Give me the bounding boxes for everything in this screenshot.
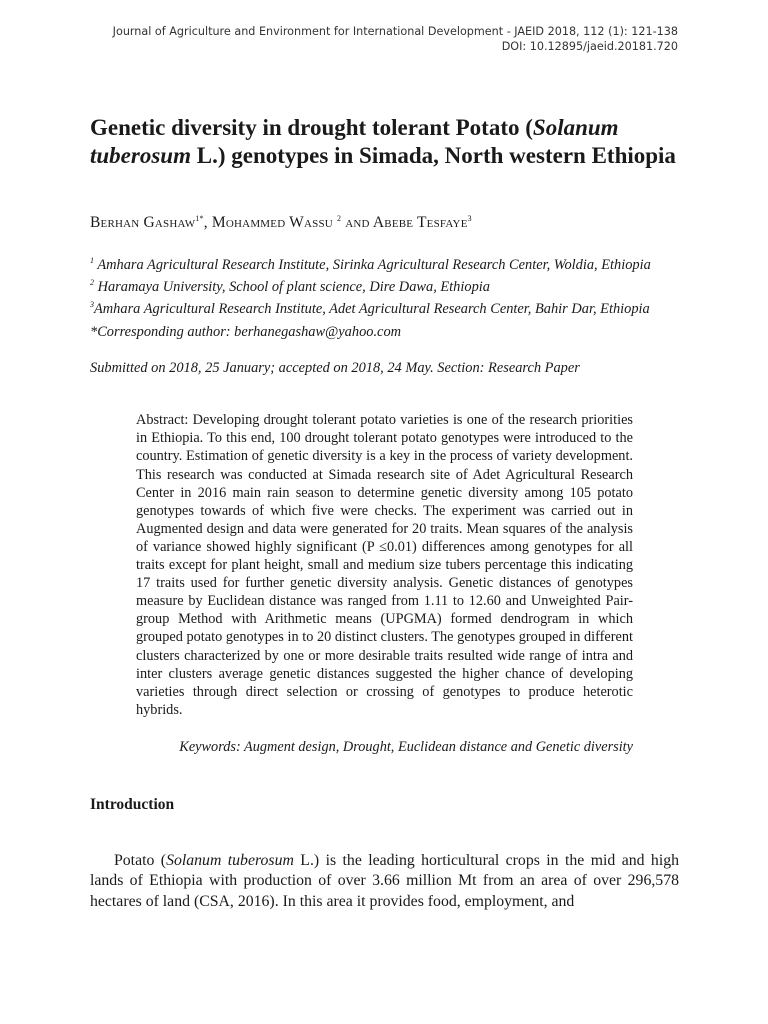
affiliation-2-marker: 2	[90, 277, 94, 287]
author-2: , Mohammed Wassu	[203, 214, 337, 232]
abstract: Abstract: Developing drought tolerant potato varieties is one of the research priorities in Ethiopia. To this end, 100 drought tolerant potato genotypes were introduced to the country. Estimation of genetic diversity is a key in the process of variety development. This research was conducted at Simada research site of Adet Agricultural Research Center in 2016 main rain season to determine genetic diversity among 105 potato genotypes towards of which five were checks. The experiment was carried out in Augmented design and data were generated for 20 traits. Mean squares of the analysis of variance showed highly significant (P ≤0.01) differences among genotypes for all traits except for plant height, small and medium size tubers percentage this indicating 17 traits used for further genetic diversity analysis. Genetic distances of genotypes measure by Euclidean distance was ranged from 1.11 to 12.60 and Unweighted Pair-group Method with Arithmetic means (UPGMA) formed dendrogram in which grouped potato genotypes in to 20 distinct clusters. The genotypes grouped in different clusters characterized by one or more desirable traits resulted wide range of intra and inter clusters average genetic distances suggested the higher chance of developing varieties through direct selection or crossing of genotypes to produce heterotic hybrids.	[136, 412, 633, 718]
affiliation-1	[90, 252, 690, 274]
affiliation-2	[90, 274, 690, 296]
introduction-heading: Introduction	[90, 796, 175, 813]
intro-text-rest: L.) is the leading horticultural crops in the mid and high lands of Ethiopia with production of over 3.66 million Mt from an area of over 296,578 hectares of land (CSA, 2016). In this area it provides food, employment, and	[90, 851, 680, 910]
author-3: and Abebe Tesfaye	[341, 214, 468, 232]
keywords: Keywords: Augment design, Drought, Euclidean distance and Genetic diversity	[179, 739, 633, 755]
affiliation-3-marker: 3	[90, 299, 94, 309]
doi: DOI: 10.12895/jaeid.20181.720	[501, 40, 678, 53]
title-species: Solanum tuberosum	[90, 115, 619, 168]
introduction-paragraph	[90, 851, 679, 913]
affiliation-1-marker: 1	[90, 256, 94, 265]
affiliation-3-text: Amhara Agricultural Research Institute, Adet Agricultural Research Center, Bahir Dar, Ethiopia	[94, 300, 650, 317]
affiliation-2-text: Haramaya University, School of plant science, Dire Dawa, Ethiopia	[94, 278, 490, 295]
submission-info: Submitted on 2018, 25 January; accepted on 2018, 24 May. Section: Research Paper	[90, 360, 580, 376]
intro-text-start: Potato (	[114, 851, 167, 869]
author-1: Berhan Gashaw	[90, 214, 196, 232]
corresponding-author: *Corresponding author: berhanegashaw@yahoo.com	[90, 324, 402, 340]
journal-header	[113, 24, 678, 54]
intro-species: Solanum tuberosum	[166, 851, 294, 869]
author-2-marker: 2	[336, 214, 342, 223]
author-1-marker: 1*	[195, 214, 204, 223]
journal-citation: Journal of Agriculture and Environment for International Development - JAEID 2018, 112 (1): 121-138	[112, 25, 678, 38]
affiliations	[90, 252, 690, 317]
paper-title	[90, 114, 680, 169]
title-part1: Genetic diversity in drought tolerant Potato (	[90, 115, 533, 140]
affiliation-3	[90, 296, 690, 318]
author-list	[90, 214, 680, 232]
author-3-marker: 3	[467, 214, 472, 223]
title-part2: L.) genotypes in Simada, North western Ethiopia	[190, 142, 676, 168]
affiliation-1-text: Amhara Agricultural Research Institute, Sirinka Agricultural Research Center, Woldia, Ethiopia	[94, 256, 651, 273]
